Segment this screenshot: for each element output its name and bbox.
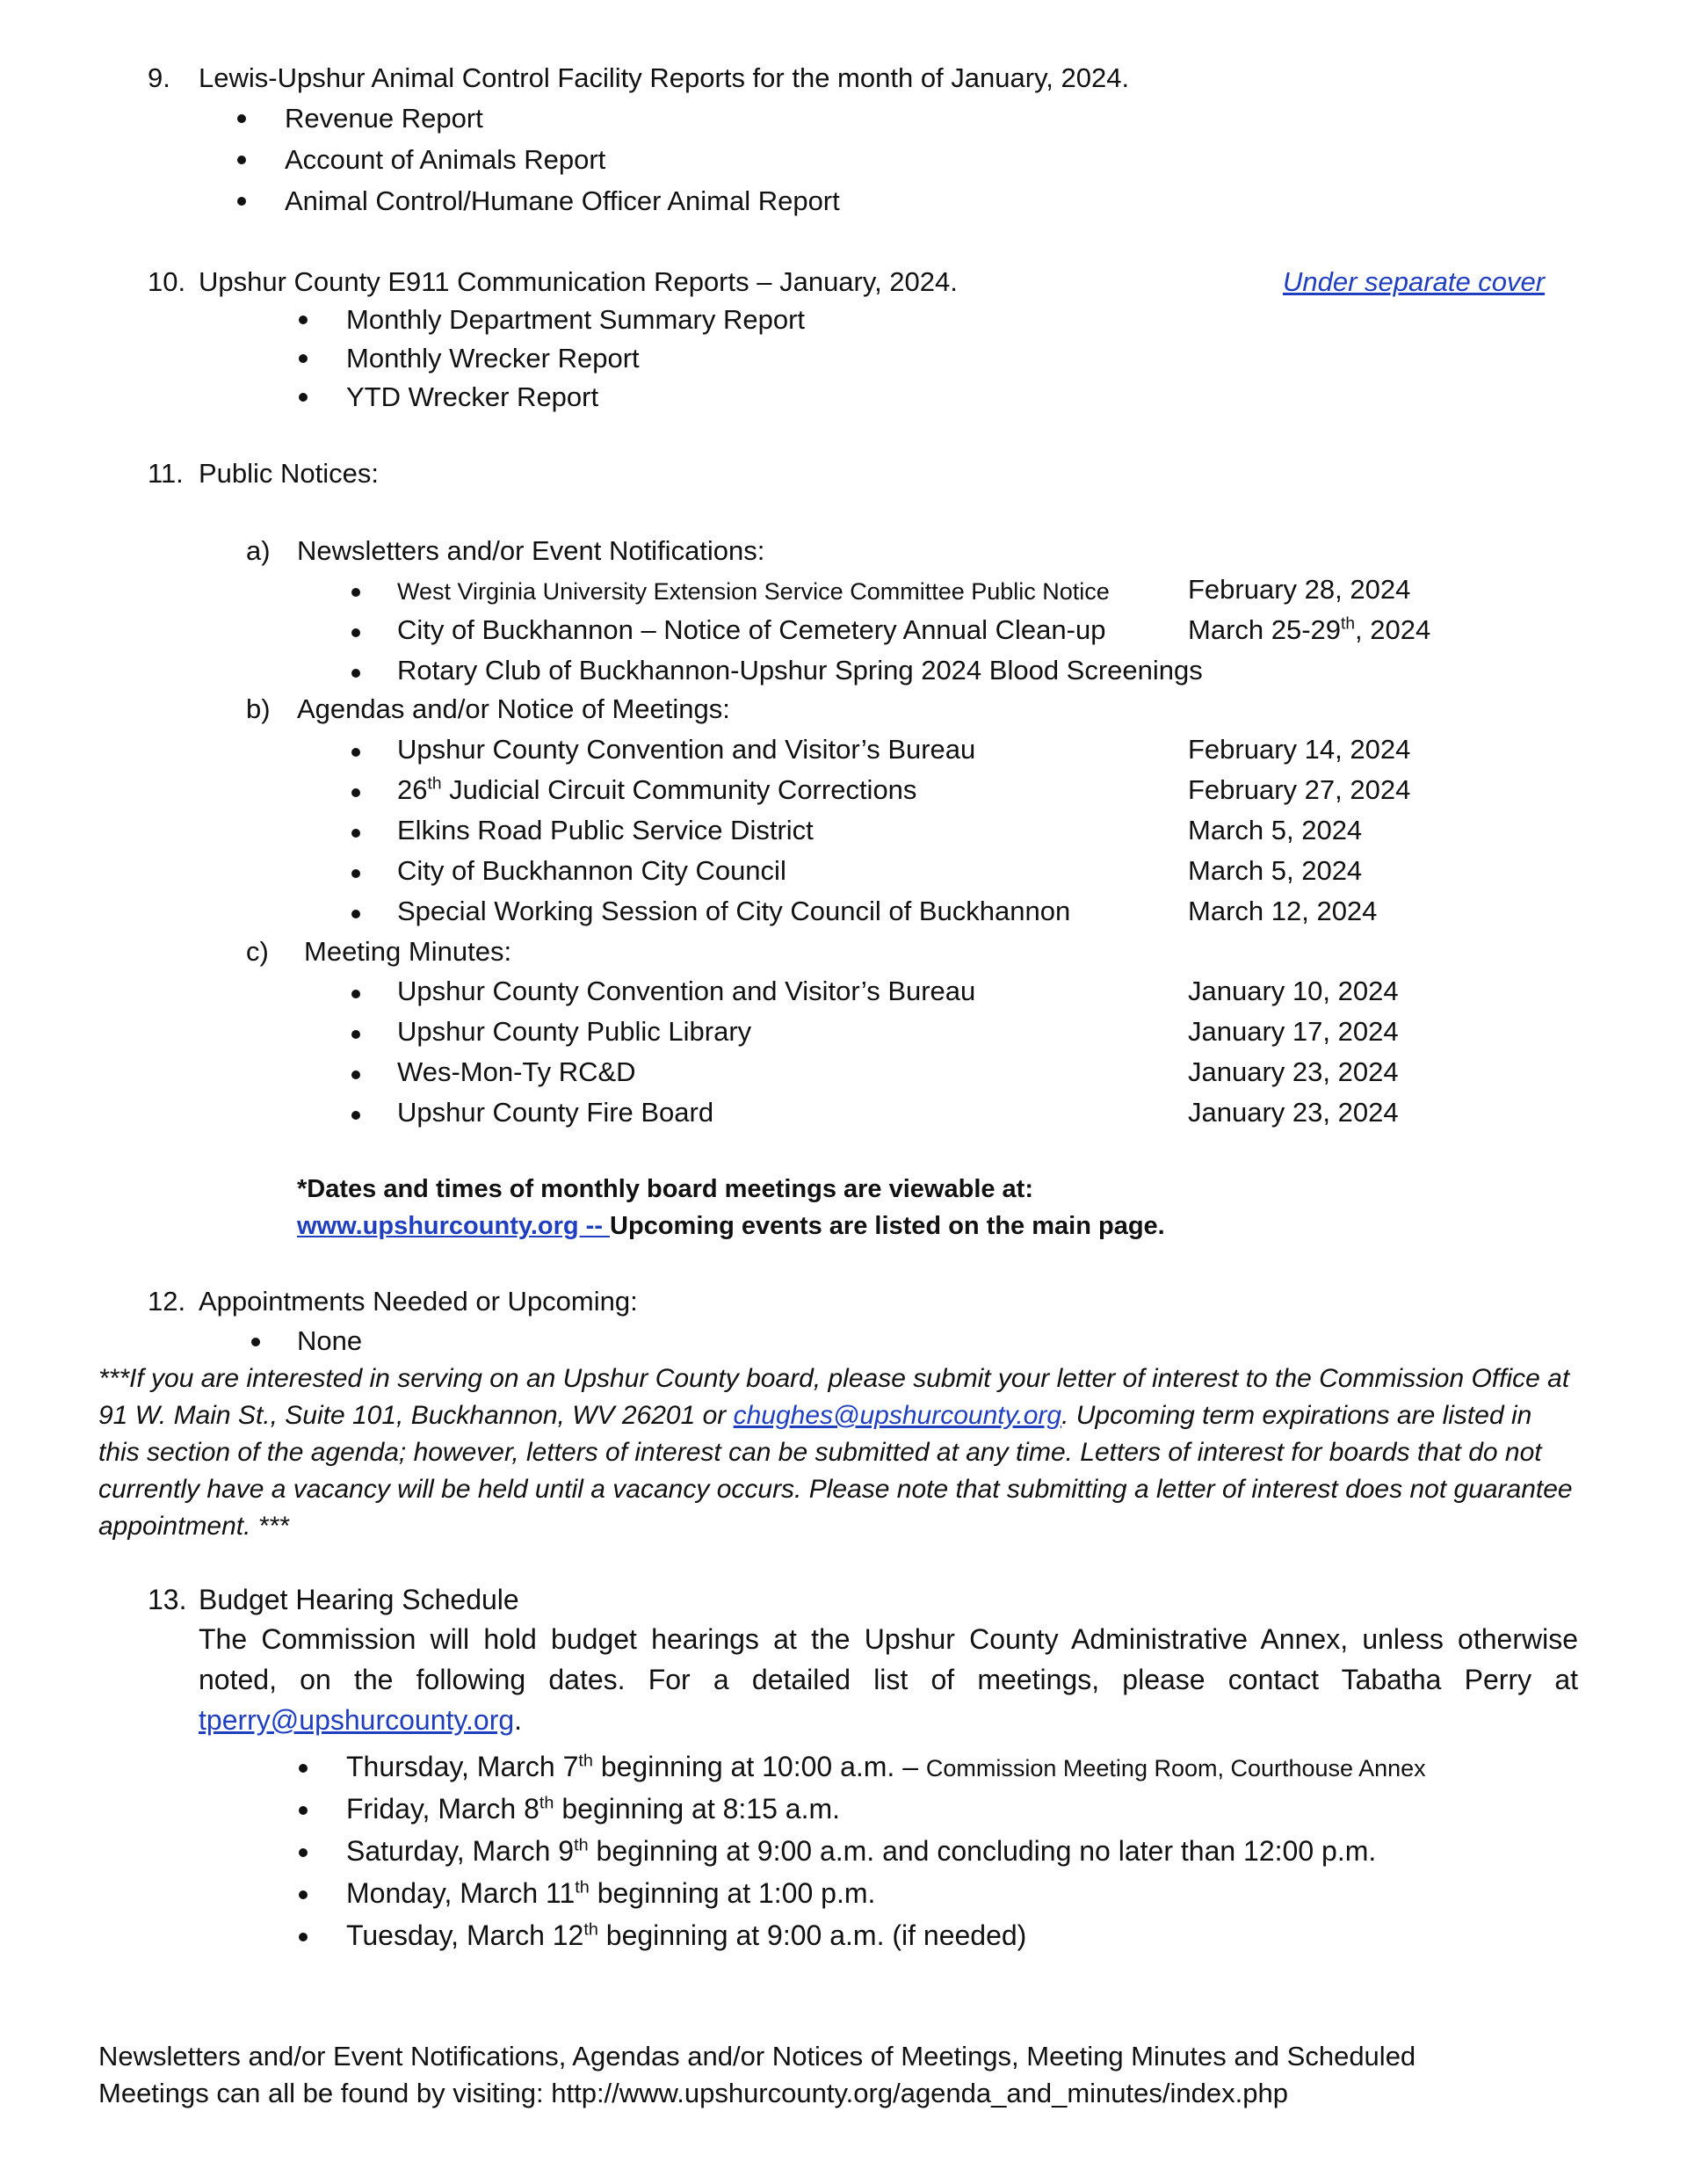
item-9-number: 9.: [148, 62, 170, 93]
under-separate-cover-link[interactable]: Under separate cover: [1283, 266, 1546, 297]
agenda-city-council: City of Buckhannon City Council: [397, 855, 786, 886]
notice-cemetery-cleanup: City of Buckhannon – Notice of Cemetery Annual Clean-up: [397, 614, 1106, 645]
bullet-icon: [351, 669, 360, 678]
hearing-monday: Monday, March 11th beginning at 1:00 p.m.: [346, 1877, 876, 1909]
minutes-public-library-date: January 17, 2024: [1188, 1016, 1399, 1047]
notice-wvu-extension-date: February 28, 2024: [1188, 574, 1411, 605]
minutes-public-library: Upshur County Public Library: [397, 1016, 752, 1047]
item-11a-label: a): [246, 535, 271, 566]
budget-hearing-paragraph: The Commission will hold budget hearings at the Upshur County Administrative Annex, unless otherwise noted, on the following dates. For a detailed list of meetings, please contact Tabatha Perry at tperry@upshurcounty.org.: [199, 1623, 1578, 1736]
bullet-icon: [237, 114, 246, 123]
chughes-email-link[interactable]: chughes@upshurcounty.org: [733, 1401, 1062, 1430]
item-11-number: 11.: [148, 458, 184, 489]
bullet-icon: [299, 1848, 308, 1857]
bullet-icon: [351, 1030, 360, 1039]
bullet-icon: [299, 354, 308, 363]
hearing-friday: Friday, March 8th beginning at 8:15 a.m.: [346, 1793, 841, 1825]
bullet-icon: [351, 1111, 360, 1120]
bullet-icon: [351, 788, 360, 797]
agenda-cvb: Upshur County Convention and Visitor’s Bureau: [397, 734, 976, 765]
bullet-icon: [351, 829, 360, 838]
item-10-title: Upshur County E911 Communication Reports – January, 2024.: [199, 266, 958, 297]
footer-line-2: Meetings can all be found by visiting: http://www.upshurcounty.org/agenda_and_minutes/index.php: [98, 2078, 1288, 2108]
item-9-title: Lewis-Upshur Animal Control Facility Reports for the month of January, 2024.: [199, 62, 1130, 93]
bullet-icon: [251, 1338, 260, 1346]
item-10-number: 10.: [148, 266, 186, 297]
item-12-number: 12.: [148, 1286, 186, 1317]
item-11c-title: Meeting Minutes:: [304, 936, 512, 967]
agenda-special-session-date: March 12, 2024: [1188, 896, 1378, 926]
bullet-icon: [299, 1806, 308, 1815]
item-10-bullet-summary: Monthly Department Summary Report: [346, 304, 806, 335]
item-11a-title: Newsletters and/or Event Notifications:: [297, 535, 765, 566]
hearing-thursday: Thursday, March 7th beginning at 10:00 a.m. – Commission Meeting Room, Courthouse Annex: [346, 1751, 1426, 1782]
item-9-bullet-officer: Animal Control/Humane Officer Animal Report: [285, 185, 840, 216]
item-11b-title: Agendas and/or Notice of Meetings:: [297, 693, 730, 724]
minutes-wes-mon-ty: Wes-Mon-Ty RC&D: [397, 1056, 636, 1087]
notice-cemetery-cleanup-date: March 25-29th, 2024: [1188, 614, 1431, 645]
minutes-cvb-date: January 10, 2024: [1188, 976, 1399, 1006]
agenda-cvb-date: February 14, 2024: [1188, 734, 1411, 765]
bullet-icon: [237, 156, 246, 164]
bullet-icon: [299, 393, 308, 402]
bullet-icon: [351, 869, 360, 878]
agenda-city-council-date: March 5, 2024: [1188, 855, 1363, 886]
agenda-special-session: Special Working Session of City Council of Buckhannon: [397, 896, 1071, 926]
footer-line-1: Newsletters and/or Event Notifications, Agendas and/or Notices of Meetings, Meeting Minutes and Scheduled: [98, 2041, 1416, 2072]
notice-wvu-extension: West Virginia University Extension Service Committee Public Notice: [397, 578, 1110, 605]
bullet-icon: [351, 748, 360, 757]
item-9-bullet-revenue: Revenue Report: [285, 103, 483, 134]
item-11c-label: c): [246, 936, 269, 967]
bullet-icon: [351, 910, 360, 918]
upshurcounty-link[interactable]: www.upshurcounty.org --: [297, 1212, 611, 1240]
item-11-title: Public Notices:: [199, 458, 380, 489]
hearing-saturday: Saturday, March 9th beginning at 9:00 a.m. and concluding no later than 12:00 p.m.: [346, 1835, 1377, 1867]
bullet-icon: [351, 588, 360, 597]
appointments-paragraph: ***If you are interested in serving on an Upshur County board, please submit your letter of interest to the Commission Office at 91 W. Main St., Suite 101, Buckhannon, WV 26201 or chughes@upshurcounty.org. Upcoming term expirations are listed in this section of the agenda; however, letters of interest can be submitted at any time. Letters of interest for boards that do not currently have a vacancy will be held until a vacancy occurs. Please note that submitting a letter of interest does not guarantee appointment. ***: [98, 1364, 1573, 1541]
board-meetings-note-line2: www.upshurcounty.org -- Upcoming events are listed on the main page.: [297, 1212, 1165, 1240]
bullet-icon: [299, 1890, 308, 1899]
bullet-icon: [351, 990, 360, 998]
agenda-elkins-road-psd-date: March 5, 2024: [1188, 815, 1363, 845]
bullet-icon: [237, 197, 246, 206]
bullet-icon: [351, 628, 360, 637]
minutes-fire-board: Upshur County Fire Board: [397, 1097, 714, 1128]
hearing-tuesday: Tuesday, March 12th beginning at 9:00 a.m. (if needed): [346, 1919, 1027, 1951]
bullet-icon: [299, 1933, 308, 1941]
item-10-bullet-wrecker: Monthly Wrecker Report: [346, 343, 640, 374]
item-9-bullet-animals: Account of Animals Report: [285, 144, 606, 175]
minutes-cvb: Upshur County Convention and Visitor’s Bureau: [397, 976, 976, 1006]
bullet-icon: [351, 1070, 360, 1079]
item-11b-label: b): [246, 693, 271, 724]
notice-rotary-blood-screenings: Rotary Club of Buckhannon-Upshur Spring 2024 Blood Screenings: [397, 655, 1203, 686]
item-13-title: Budget Hearing Schedule: [199, 1584, 519, 1615]
bullet-icon: [299, 316, 308, 324]
board-meetings-note: *Dates and times of monthly board meetings are viewable at:: [297, 1175, 1033, 1203]
bullet-icon: [299, 1764, 308, 1773]
item-12-bullet-none: None: [297, 1325, 363, 1356]
agenda-judicial-circuit-date: February 27, 2024: [1188, 774, 1411, 805]
agenda-elkins-road-psd: Elkins Road Public Service District: [397, 815, 814, 845]
item-12-title: Appointments Needed or Upcoming:: [199, 1286, 638, 1317]
minutes-fire-board-date: January 23, 2024: [1188, 1097, 1399, 1128]
tperry-email-link[interactable]: tperry@upshurcounty.org: [199, 1704, 515, 1736]
agenda-judicial-circuit: 26th Judicial Circuit Community Corrections: [397, 774, 917, 805]
item-13-number: 13.: [148, 1584, 187, 1615]
minutes-wes-mon-ty-date: January 23, 2024: [1188, 1056, 1399, 1087]
item-10-bullet-ytd: YTD Wrecker Report: [346, 381, 599, 412]
